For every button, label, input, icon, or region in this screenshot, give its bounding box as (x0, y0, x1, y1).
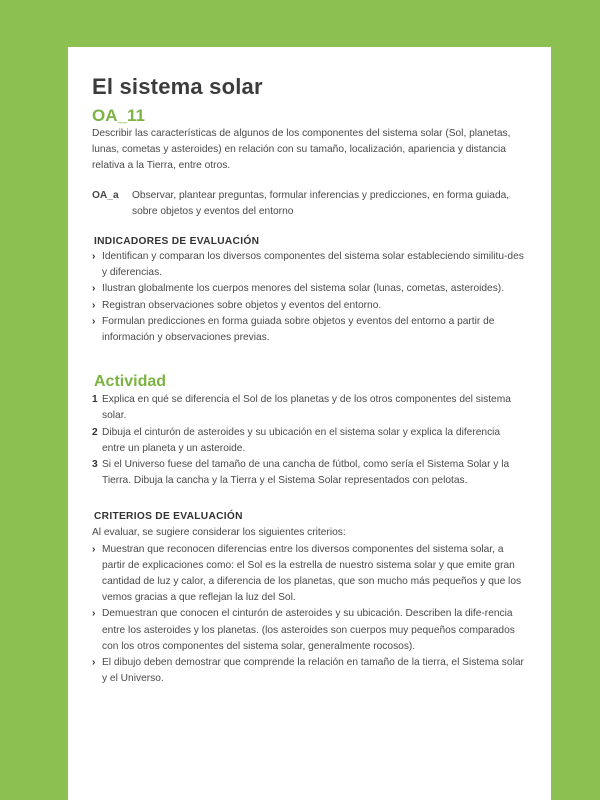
item-number: 3 (92, 459, 98, 471)
list-item-text: Formulan predicciones en forma guiada sobre objetos y eventos del entorno a partir de información y observaciones previas. (102, 315, 495, 344)
bullet-chevron-icon: › (92, 543, 96, 555)
oa-a-code: OA_a (92, 189, 119, 201)
list-item-text: Dibuja el cinturón de asteroides y su ubicación en el sistema solar y explica la diferencia entre un planeta y un asteroide. (102, 426, 501, 454)
list-item (92, 249, 524, 281)
list-item (92, 542, 524, 607)
document-content (92, 73, 524, 687)
list-item (92, 457, 524, 489)
list-item (92, 392, 524, 424)
bullet-chevron-icon: › (92, 299, 96, 311)
list-item-text: Identifican y comparan los diversos componentes del sistema solar estableciendo similitu-des y diferencias. (102, 251, 524, 279)
oa-code: OA_11 (92, 106, 145, 125)
page-title: El sistema solar (92, 74, 263, 99)
criterios-heading: CRITERIOS DE EVALUACIÓN (94, 511, 243, 523)
bullet-chevron-icon: › (92, 657, 96, 669)
bullet-chevron-icon: › (92, 608, 96, 620)
list-item-text: Explica en qué se diferencia el Sol de los planetas y de los otros componentes del sistema solar. (102, 394, 511, 422)
item-number: 2 (92, 426, 98, 438)
list-item (92, 314, 524, 346)
list-item-text: Registran observaciones sobre objetos y eventos del entorno. (102, 299, 382, 311)
bullet-chevron-icon: › (92, 251, 96, 263)
bullet-chevron-icon: › (92, 283, 96, 295)
list-item (92, 655, 524, 687)
actividad-heading: Actividad (94, 373, 167, 391)
item-number: 1 (92, 394, 98, 406)
list-item-text: El dibujo deben demostrar que comprende la relación en tamaño de la tierra, el Sistema solar y el Universo. (102, 657, 524, 685)
bullet-chevron-icon: › (92, 315, 96, 327)
criterios-intro: Al evaluar, se sugiere considerar los siguientes criterios: (92, 527, 346, 539)
list-item-text: Si el Universo fuese del tamaño de una cancha de fútbol, como sería el Sistema Solar y la Tierra. Dibuja la cancha y la Tierra y el Sistema Solar representados con pelotas. (102, 459, 510, 487)
list-item-text: Muestran que reconocen diferencias entre los diversos componentes del sistema solar, a partir de explicaciones como: el Sol es la estrella de nuestro sistema solar y que emite gran cantidad de luz y calor, a diferencia de los planetas, que son mucho más pequeños y que los vemos gracias a que reflejan la luz del Sol. (102, 543, 522, 604)
list-item-text: Ilustran globalmente los cuerpos menores del sistema solar (lunas, cometas, asteroides). (102, 283, 505, 295)
list-item (92, 298, 524, 314)
list-item (92, 606, 524, 655)
list-item-text: Demuestran que conocen el cinturón de asteroides y su ubicación. Describen la dife-rencia entre los asteroides y los planetas. (los asteroides son cuerpos muy pequeños comparados con los otros componentes del sistema solar, generalmente rocosos). (102, 608, 515, 652)
criterios-list (92, 542, 524, 688)
oa-a-text: Observar, plantear preguntas, formular inferencias y predicciones, en forma guiada, sobre objetos y eventos del entorno (132, 189, 510, 217)
list-item (92, 425, 524, 457)
list-item (92, 281, 524, 297)
document-page (68, 47, 551, 800)
indicadores-list (92, 249, 524, 346)
oa-description: Describir las características de algunos de los componentes del sistema solar (Sol, planetas, lunas, cometas y asteroides) en relación con su tamaño, localización, apariencia y distancia relativa a la Tierra, entre otros. (92, 128, 511, 172)
actividad-list (92, 392, 524, 489)
indicadores-heading: INDICADORES DE EVALUACIÓN (94, 236, 260, 248)
oa-a-row (92, 188, 524, 220)
